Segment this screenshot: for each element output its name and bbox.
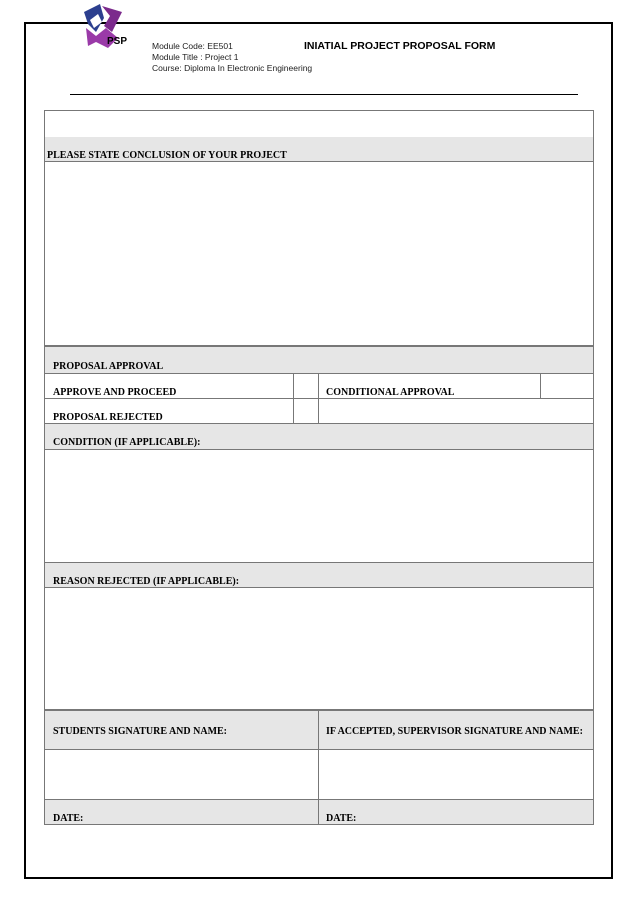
rejected-label: PROPOSAL REJECTED <box>53 412 163 423</box>
approve-label: APPROVE AND PROCEED <box>53 387 177 398</box>
conclusion-text-area[interactable] <box>47 163 591 343</box>
reason-section <box>44 562 594 710</box>
approval-divider <box>45 373 593 374</box>
approval-section <box>44 346 594 563</box>
course-name: Course: Diploma In Electronic Engineering <box>152 63 313 73</box>
form-title: INIATIAL PROJECT PROPOSAL FORM <box>304 40 496 52</box>
supervisor-signature-field[interactable] <box>320 750 592 799</box>
condition-label: CONDITION (IF APPLICABLE): <box>53 437 201 448</box>
approve-row-divider <box>45 398 593 399</box>
student-signature-field[interactable] <box>46 750 317 799</box>
reason-label: REASON REJECTED (IF APPLICABLE): <box>53 576 240 587</box>
condition-text-area[interactable] <box>47 451 591 561</box>
condition-divider <box>45 449 593 450</box>
header-divider <box>70 94 578 95</box>
reason-divider <box>45 587 593 588</box>
date-right-band <box>319 800 593 824</box>
rejected-checkbox[interactable] <box>294 399 318 423</box>
logo-text: PSP <box>107 36 128 47</box>
date-left-label: DATE: <box>53 813 84 824</box>
module-code: Module Code: EE501 <box>152 41 233 51</box>
reason-text-area[interactable] <box>47 589 591 707</box>
supervisor-signature-label: IF ACCEPTED, SUPERVISOR SIGNATURE AND NAME: <box>326 726 583 737</box>
approval-label: PROPOSAL APPROVAL <box>53 361 164 372</box>
date-left-band <box>45 800 318 824</box>
conclusion-label: PLEASE STATE CONCLUSION OF YOUR PROJECT <box>47 150 287 161</box>
date-divider <box>45 799 593 800</box>
conditional-checkbox[interactable] <box>541 374 593 398</box>
conclusion-section <box>44 110 594 346</box>
signature-section <box>44 710 594 825</box>
date-right-label: DATE: <box>326 813 357 824</box>
module-title: Module Title : Project 1 <box>152 52 239 62</box>
conditional-label: CONDITIONAL APPROVAL <box>326 387 455 398</box>
approve-checkbox[interactable] <box>294 374 318 398</box>
conclusion-divider <box>45 161 593 162</box>
student-signature-label: STUDENTS SIGNATURE AND NAME: <box>53 726 228 737</box>
